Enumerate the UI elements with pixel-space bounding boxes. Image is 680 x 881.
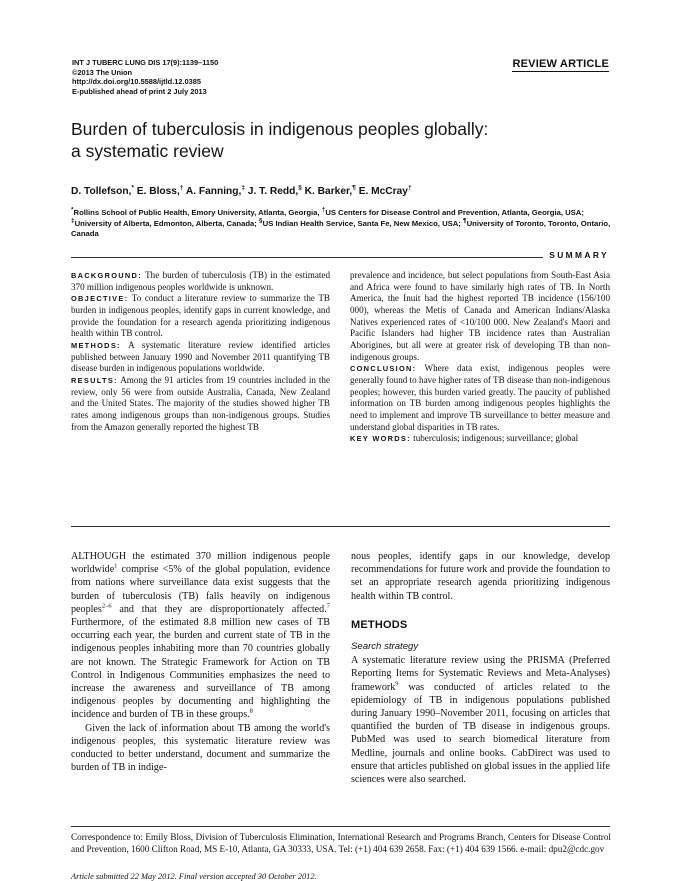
article-type-label: REVIEW ARTICLE xyxy=(512,58,609,70)
methods-paragraph-1 xyxy=(351,654,610,786)
keywords-text: tuberculosis; indigenous; surveillance; global xyxy=(410,433,579,444)
affiliation-mark: † xyxy=(321,206,326,214)
title-line-2: a systematic review xyxy=(71,140,224,161)
author-list xyxy=(71,186,412,197)
copyright: ©2013 The Union xyxy=(72,67,133,77)
author-name: J. T. Redd, xyxy=(247,186,299,197)
author-mark: § xyxy=(298,184,302,192)
results-label: RESULTS: xyxy=(71,375,118,385)
intro-paragraph-1 xyxy=(71,550,330,722)
journal-metadata xyxy=(72,58,218,96)
body-column-right xyxy=(351,550,610,786)
intro-paragraph-2-continued xyxy=(351,550,610,603)
footer-rule xyxy=(71,826,610,827)
search-strategy-heading: Search strategy xyxy=(351,641,419,653)
author-mark: † xyxy=(179,184,184,192)
affiliation-mark: ¶ xyxy=(463,217,467,225)
citation-ref[interactable]: 9 xyxy=(395,680,399,688)
affiliation-text: Rollins School of Public Health, Emory University, Atlanta, Georgia, xyxy=(73,208,322,217)
citation-ref[interactable]: 8 xyxy=(249,708,253,716)
body-text: A systematic literature review using the PRISMA (Preferred Reporting Items for Systematic Reviews and Meta-Analyses) framework xyxy=(351,655,610,693)
keywords-label: KEY WORDS: xyxy=(350,434,411,444)
affiliation-mark: § xyxy=(259,217,263,225)
title-line-1: Burden of tuberculosis in indigenous peoples globally: xyxy=(71,119,489,139)
body-text: comprise <5% of the global population, evidence from nations where surveillance data exist suggests that the burden of tuberculosis (TB) falls heavily on indigenous peoples xyxy=(71,564,330,615)
affiliations xyxy=(71,208,616,240)
abstract-methods xyxy=(71,340,330,375)
affiliation-text: US Centers for Disease Control and Prevention, Atlanta, Georgia, USA; xyxy=(325,208,584,217)
body-text: was conducted of articles related to the epidemiology of TB in indigenous populations published during January 1990–November 2011, focusing on articles that quantified the burden of TB disease in indigenous groups. PubMed was used to search biomedical literature from Medline, journals and online books. CabDirect was used to ensure that articles published on global issues in the applied life sciences were also searched. xyxy=(351,681,610,786)
results-text: Among the 91 articles from 19 countries included in the review, only 56 were from outside Australia, Canada, New Zealand and the United States. The majority of the studies showed higher TB rates among indigenous groups than non-indigenous groups. Studies from the Amazon generally reported the highest TB xyxy=(71,374,330,432)
summary-label: SUMMARY xyxy=(549,250,609,260)
summary-rule xyxy=(71,257,543,258)
background-text: The burden of tuberculosis (TB) in the estimated 370 million indigenous peoples worldwide is unknown. xyxy=(71,270,330,292)
affiliation-mark: * xyxy=(71,206,74,214)
abstract-keywords xyxy=(350,433,610,445)
affiliation-text: US Indian Health Service, Santa Fe, New Mexico, USA; xyxy=(262,218,463,228)
objective-text: To conduct a literature review to summarize the TB burden in indigenous peoples, identify gaps in current knowledge, and provide the foundation for a research agenda prioritizing indigenous health within TB control. xyxy=(71,293,330,339)
correspondence-note: Correspondence to: Emily Bloss, Division of Tuberculosis Elimination, International Research and Programs Branch, Centers for Disease Control and Prevention, 1600 Clifton Road, MS E-10, Atlanta, GA 30333, USA. Tel: (+1) 404 639 2658. Fax: (+1) 404 639 1566. e-mail: dpu2@cdc.gov xyxy=(71,832,611,854)
body-column-left xyxy=(71,550,330,774)
body-text: Furthermore, of the estimated 8.8 million new cases of TB occurring each year, the burden and current state of TB in the indigenous peoples inhabiting more than 70 countries globally are not known. The Strategic Framework for Action on TB Control in Indigenous Communities emphasizes the need to increase the awareness and surveillance of TB among indigenous peoples by documenting and highlighting the incidence and burden of TB in these groups. xyxy=(71,617,330,721)
methods-text: A systematic literature review identified articles published between January 1990 and November 2011 quantifying TB disease burden in indigenous populations worldwide. xyxy=(71,339,330,374)
author-name: E. Bloss, xyxy=(136,186,180,197)
affiliation-text: University of Alberta, Edmonton, Alberta, Canada; xyxy=(74,218,260,228)
results-text-continued: prevalence and incidence, but select populations from South-East Asia and Africa were found to have similarly high rates of TB. In North America, the Inuit had the highest reported TB incidence (156/100 000), whereas the Metis of Canada and American Indians/Alaska Natives experienced rates of <10/100 000. New Zealand's Maori and Pacific Islanders had higher TB incidence rates than Australian Aborigines, but all were at greater risk of developing TB than non-indigenous groups. xyxy=(350,270,610,362)
author-name: D. Tollefson, xyxy=(71,186,132,197)
background-label: BACKGROUND: xyxy=(71,271,142,280)
abstract-results xyxy=(71,375,330,433)
abstract-background xyxy=(71,270,330,293)
affiliation-text: University of Toronto, Toronto, Ontario, Canada xyxy=(71,218,611,239)
abstract-column-right xyxy=(350,270,610,445)
conclusion-text: Where data exist, indigenous peoples were generally found to have higher rates of TB disease than non-indigenous peoples; however, this burden varied greatly. The paucity of published information on TB burden among indigenous peoples highlights the need to implement and improve TB surveillance to better measure and understand global disparities in TB rates. xyxy=(350,363,610,432)
abstract-column-left xyxy=(71,270,330,433)
author-mark: * xyxy=(131,184,134,192)
author-mark: † xyxy=(407,184,412,192)
intro-paragraph-2 xyxy=(71,722,330,775)
methods-label: METHODS: xyxy=(71,340,121,350)
body-text: and that they are disproportionately affected. xyxy=(111,603,327,615)
body-text: nous peoples, identify gaps in our knowledge, develop recommendations for future work and provide the foundation to set an appropriate research agenda prioritizing indigenous health within TB control. xyxy=(351,551,610,602)
methods-heading: METHODS xyxy=(351,618,408,631)
affiliation-mark: ‡ xyxy=(71,217,75,225)
citation-ref[interactable]: 1 xyxy=(114,562,118,570)
author-name: K. Barker, xyxy=(304,186,353,197)
conclusion-label: CONCLUSION: xyxy=(350,364,417,374)
author-mark: ‡ xyxy=(241,184,245,192)
abstract-conclusion xyxy=(350,363,610,433)
journal-citation: INT J TUBERC LUNG DIS 17(9):1139–1150 xyxy=(72,58,219,67)
abstract-bottom-rule xyxy=(71,526,610,527)
citation-ref[interactable]: 7 xyxy=(326,602,330,610)
objective-label: OBJECTIVE: xyxy=(71,294,129,304)
abstract-results-continued xyxy=(350,270,610,363)
doi-link[interactable]: http://dx.doi.org/10.5588/ijtld.12.0385 xyxy=(72,77,201,87)
body-text: Given the lack of information about TB among the world's indigenous peoples, this systematic literature review was conducted to better understand, document and summarize the burden of TB in indige- xyxy=(71,722,330,774)
abstract-objective xyxy=(71,293,330,340)
body-text: ALTHOUGH the estimated 370 million indigenous people worldwide xyxy=(71,551,330,576)
author-name: E. McCray xyxy=(358,186,408,197)
submission-dates: Article submitted 22 May 2012. Final version accepted 30 October 2012. xyxy=(71,872,317,881)
citation-ref[interactable]: 2–6 xyxy=(101,602,112,610)
epub-date: E-published ahead of print 2 July 2013 xyxy=(72,86,207,96)
author-name: A. Fanning, xyxy=(185,186,242,197)
article-title xyxy=(71,119,631,162)
author-mark: ¶ xyxy=(352,184,356,192)
